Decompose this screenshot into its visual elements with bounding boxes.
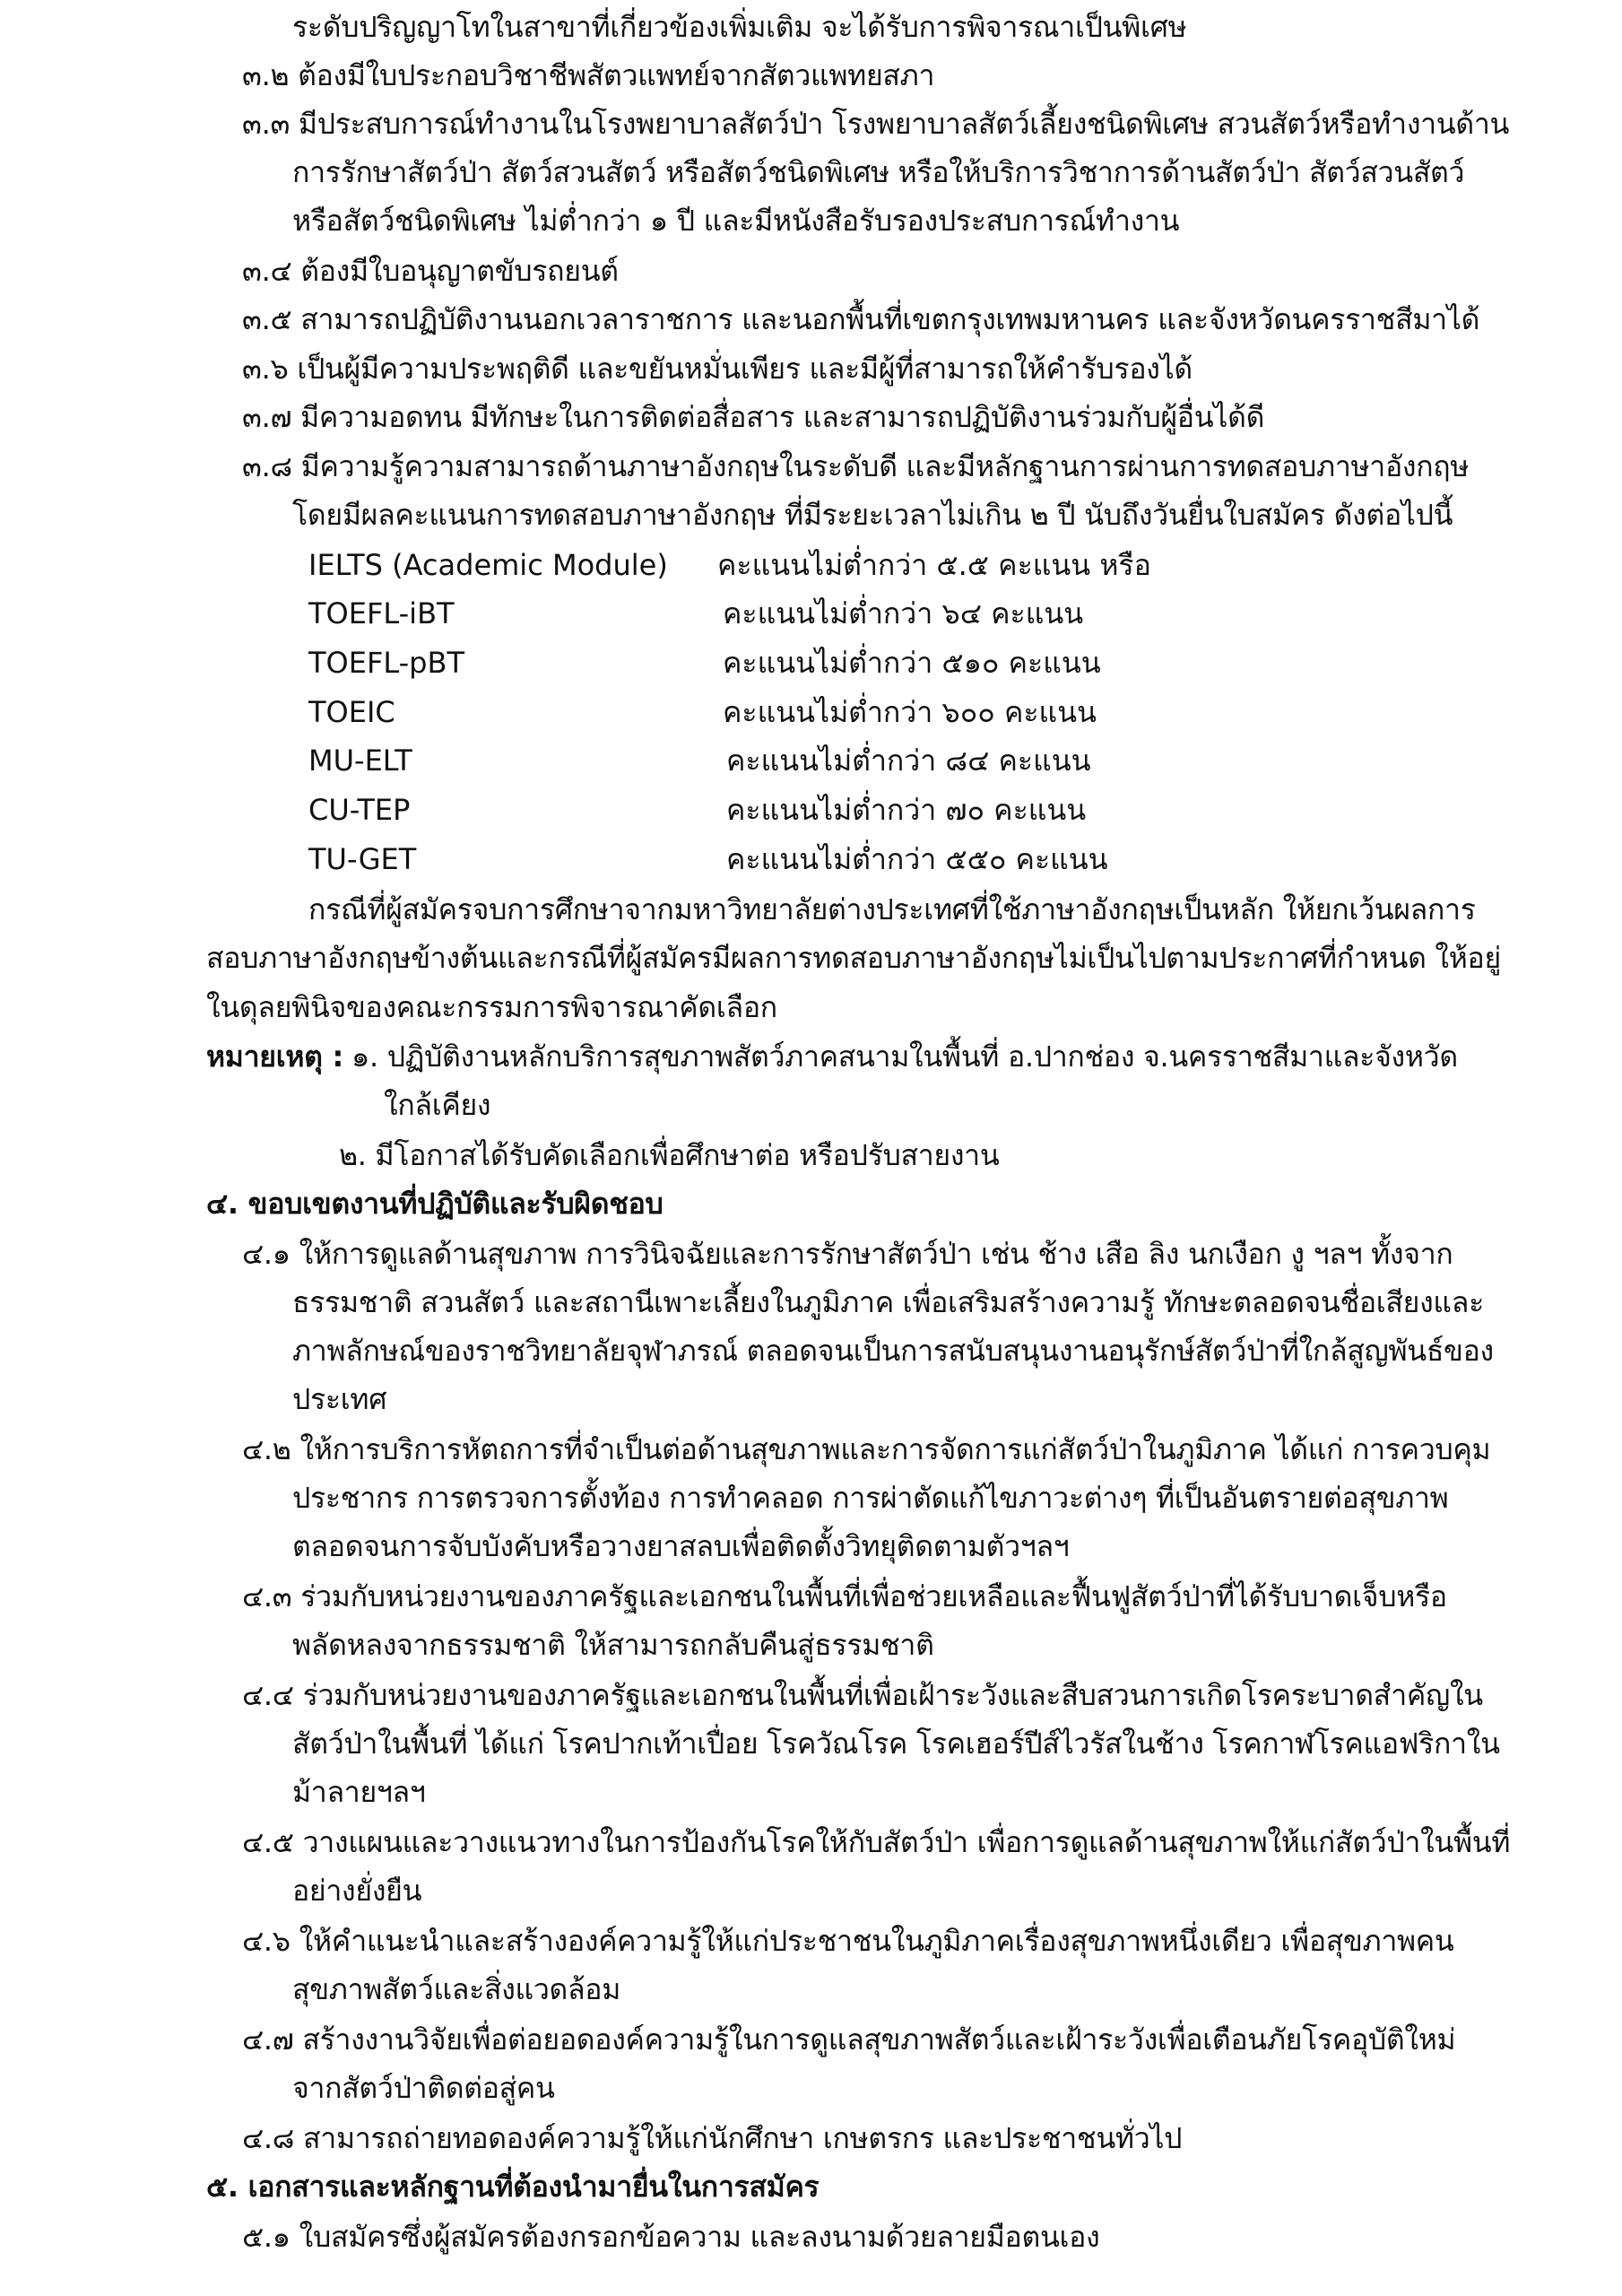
item-4-2: ๔.๒ ให้การบริการหัตถการที่จำเป็นต่อด้านสุขภาพและการจัดการแก่สัตว์ป่าในภูมิภาค ได้แก่ การควบคุม (242, 1432, 1491, 1466)
item-3-5: ๓.๕ สามารถปฏิบัติงานนอกเวลาราชการ และนอกพื้นที่เขตกรุงเทพมหานคร และจังหวัดนครราชสีมาได้ (242, 302, 1480, 336)
item-4-5: ๔.๕ วางแผนและวางแนวทางในการป้องกันโรคให้กับสัตว์ป่า เพื่อการดูแลด้านสุขภาพให้แก่สัตว์ป่าในพื้นที่ (242, 1825, 1511, 1859)
item-4-1: ๔.๑ ให้การดูแลด้านสุขภาพ การวินิจฉัยและการรักษาสัตว์ป่า เช่น ช้าง เสือ ลิง นกเงือก งู ฯลฯ ทั้งจาก (242, 1237, 1453, 1271)
item-3-6: ๓.๖ เป็นผู้มีความประพฤติดี และขยันหมั่นเพียร และมีผู้ที่สามารถให้คำรับรองได้ (242, 352, 1193, 386)
test-score: คะแนนไม่ต่ำกว่า ๕๑๐ คะแนน (723, 646, 1101, 680)
paragraph-line: ม้าลายฯลฯ (292, 1775, 426, 1809)
item-4-7: ๔.๗ สร้างงานวิจัยเพื่อต่อยอดองค์ความรู้ในการดูแลสุขภาพสัตว์และเฝ้าระวังเพื่อเตือนภัยโรคอุบัติใหม่ (242, 2022, 1456, 2057)
test-score: คะแนนไม่ต่ำกว่า ๘๔ คะแนน (726, 744, 1091, 778)
test-name: TOEFL-pBT (308, 646, 464, 680)
paragraph-line: ตลอดจนการจับบังคับหรือวางยาสลบเพื่อติดตั้งวิทยุติดตามตัวฯลฯ (292, 1529, 1070, 1563)
test-score: คะแนนไม่ต่ำกว่า ๖๐๐ คะแนน (723, 695, 1097, 729)
paragraph-line: จากสัตว์ป่าติดต่อสู่คน (292, 2071, 555, 2105)
paragraph-line: ประชากร การตรวจการตั้งท้อง การทำคลอด การผ่าตัดแก้ไขภาวะต่างๆ ที่เป็นอันตรายต่อสุขภาพ (292, 1481, 1449, 1515)
paragraph-line: ภาพลักษณ์ของราชวิทยาลัยจุฬาภรณ์ ตลอดจนเป็นการสนับสนุนงานอนุรักษ์สัตว์ป่าที่ใกล้สูญพันธ์ของ (292, 1334, 1494, 1368)
test-name: TU-GET (308, 842, 417, 876)
exemption-line: ในดุลยพินิจของคณะกรรมการพิจารณาคัดเลือก (206, 990, 777, 1024)
paragraph-line: หรือสัตว์ชนิดพิเศษ ไม่ต่ำกว่า ๑ ปี และมีหนังสือรับรองประสบการณ์ทำงาน (292, 204, 1180, 238)
note-label: หมายเหตุ : (206, 1039, 343, 1074)
paragraph-line: การรักษาสัตว์ป่า สัตว์สวนสัตว์ หรือสัตว์ชนิดพิเศษ หรือให้บริการวิชาการด้านสัตว์ป่า สัตว์สวนสัตว์ (292, 155, 1465, 189)
item-3-3: ๓.๓ มีประสบการณ์ทำงานในโรงพยาบาลสัตว์ป่า โรงพยาบาลสัตว์เลี้ยงชนิดพิเศษ สวนสัตว์หรือทำงานด้าน (242, 107, 1510, 141)
note-item-1: ๑. ปฏิบัติงานหลักบริการสุขภาพสัตว์ภาคสนามในพื้นที่ อ.ปากช่อง จ.นครราชสีมาและจังหวัด (351, 1039, 1458, 1074)
item-4-6: ๔.๖ ให้คำแนะนำและสร้างองค์ความรู้ให้แก่ประชาชนในภูมิภาคเรื่องสุขภาพหนึ่งเดียว เพื่อสุขภาพคน (242, 1924, 1454, 1958)
test-score: คะแนนไม่ต่ำกว่า ๖๔ คะแนน (723, 596, 1084, 631)
paragraph-line: ประเทศ (292, 1382, 387, 1416)
paragraph-line: สัตว์ป่าในพื้นที่ ได้แก่ โรคปากเท้าเปื่อย โรควัณโรค โรคเฮอร์ปีส์ไวรัสในช้าง โรคกาฬโรคแอฟริกาใน (292, 1726, 1500, 1761)
item-3-2: ๓.๒ ต้องมีใบประกอบวิชาชีพสัตวแพทย์จากสัตวแพทยสภา (242, 58, 935, 92)
paragraph-line: สุขภาพสัตว์และสิ่งแวดล้อม (292, 1972, 621, 2006)
test-score: คะแนนไม่ต่ำกว่า ๕๕๐ คะแนน (726, 842, 1108, 876)
paragraph-line: พลัดหลงจากธรรมชาติ ให้สามารถกลับคืนสู่ธรรมชาติ (292, 1628, 934, 1662)
test-score: คะแนนไม่ต่ำกว่า ๗๐ คะแนน (726, 793, 1087, 827)
test-name: TOEIC (308, 695, 395, 729)
paragraph-line: โดยมีผลคะแนนการทดสอบภาษาอังกฤษ ที่มีระยะเวลาไม่เกิน ๒ ปี นับถึงวันยื่นใบสมัคร ดังต่อไปนี้ (292, 498, 1453, 532)
note-item-1-cont: ใกล้เคียง (384, 1088, 491, 1122)
item-3-7: ๓.๗ มีความอดทน มีทักษะในการติดต่อสื่อสาร และสามารถปฏิบัติงานร่วมกับผู้อื่นได้ดี (242, 400, 1265, 434)
paragraph-line: ระดับปริญญาโทในสาขาที่เกี่ยวข้องเพิ่มเติม จะได้รับการพิจารณาเป็นพิเศษ (292, 10, 1187, 44)
paragraph-line: ธรรมชาติ สวนสัตว์ และสถานีเพาะเลี้ยงในภูมิภาค เพื่อเสริมสร้างความรู้ ทักษะตลอดจนชื่อเสียงและ (292, 1285, 1484, 1319)
item-4-3: ๔.๓ ร่วมกับหน่วยงานของภาครัฐและเอกชนในพื้นที่เพื่อช่วยเหลือและฟื้นฟูสัตว์ป่าที่ได้รับบาดเจ็บหรือ (242, 1579, 1447, 1613)
section-4-heading: ๔. ขอบเขตงานที่ปฏิบัติและรับผิดชอบ (206, 1187, 664, 1221)
note-item-2: ๒. มีโอกาสได้รับคัดเลือกเพื่อศึกษาต่อ หรือปรับสายงาน (339, 1138, 1000, 1172)
item-3-4: ๓.๔ ต้องมีใบอนุญาตขับรถยนต์ (242, 254, 619, 288)
test-score: คะแนนไม่ต่ำกว่า ๕.๕ คะแนน หรือ (717, 548, 1151, 582)
exemption-line: กรณีที่ผู้สมัครจบการศึกษาจากมหาวิทยาลัยต่างประเทศที่ใช้ภาษาอังกฤษเป็นหลัก ให้ยกเว้นผลการ (308, 892, 1476, 926)
item-4-4: ๔.๔ ร่วมกับหน่วยงานของภาครัฐและเอกชนในพื้นที่เพื่อเฝ้าระวังและสืบสวนการเกิดโรคระบาดสำคัญใน (242, 1678, 1483, 1712)
section-5-heading: ๕. เอกสารและหลักฐานที่ต้องนำมายื่นในการสมัคร (206, 2170, 820, 2204)
exemption-line: สอบภาษาอังกฤษข้างต้นและกรณีที่ผู้สมัครมีผลการทดสอบภาษาอังกฤษไม่เป็นไปตามประกาศที่กำหนด ให้อยู่ (206, 941, 1501, 975)
test-name: IELTS (Academic Module) (308, 548, 668, 582)
test-name: TOEFL-iBT (308, 596, 455, 631)
test-name: MU-ELT (308, 744, 412, 778)
item-3-8: ๓.๘ มีความรู้ความสามารถด้านภาษาอังกฤษในระดับดี และมีหลักฐานการผ่านการทดสอบภาษาอังกฤษ (242, 449, 1470, 483)
paragraph-line: อย่างยั่งยืน (292, 1874, 422, 1908)
test-name: CU-TEP (308, 793, 411, 827)
item-5-1: ๕.๑ ใบสมัครซึ่งผู้สมัครต้องกรอกข้อความ และลงนามด้วยลายมือตนเอง (242, 2220, 1100, 2254)
item-4-8: ๔.๘ สามารถถ่ายทอดองค์ความรู้ให้แก่นักศึกษา เกษตรกร และประชาชนทั่วไป (242, 2121, 1183, 2155)
